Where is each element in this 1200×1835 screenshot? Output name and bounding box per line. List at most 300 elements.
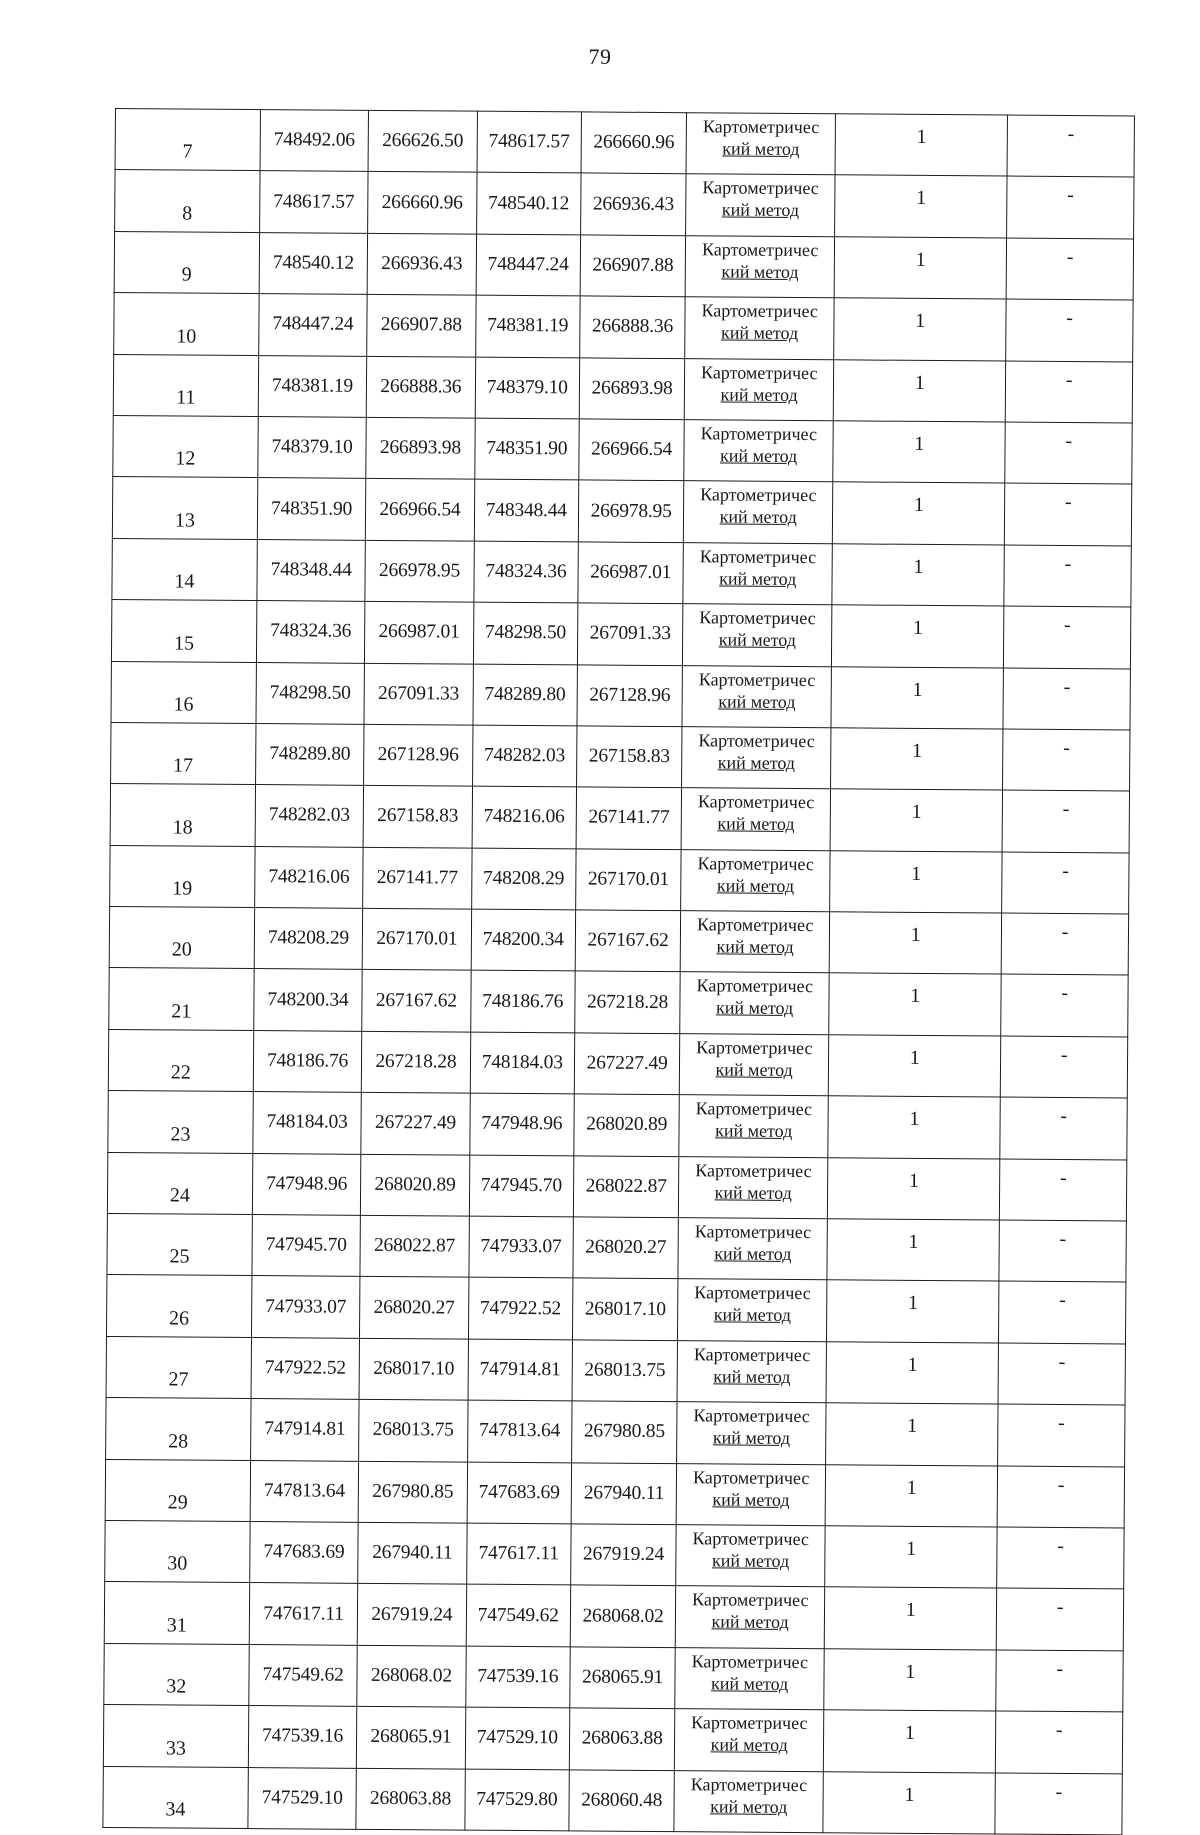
y2-cell: 266660.96	[581, 112, 687, 174]
method-line1: Картометричес	[694, 1221, 812, 1243]
x2-cell: 748298.50	[473, 602, 578, 664]
y1-cell: 266936.43	[367, 233, 476, 295]
y2-cell: 267218.28	[575, 971, 681, 1033]
accuracy-cell: 1	[834, 298, 1007, 361]
point-number-cell: 34	[103, 1766, 248, 1828]
table-row	[113, 415, 1132, 484]
accuracy-cell: 1	[828, 1157, 1001, 1220]
y1-cell: 267980.85	[358, 1461, 467, 1523]
accuracy-cell: 1	[829, 973, 1002, 1036]
method-line2: кий метод	[718, 629, 796, 651]
accuracy-cell: 1	[832, 544, 1005, 607]
x2-cell: 748282.03	[472, 725, 577, 787]
x2-cell: 748351.90	[474, 418, 579, 480]
x1-cell: 748282.03	[255, 785, 364, 847]
point-number-cell: 26	[106, 1275, 251, 1337]
method-cell	[676, 1463, 825, 1525]
accuracy-cell: 1	[827, 1219, 1000, 1282]
point-number-cell: 9	[114, 231, 259, 293]
x1-cell: 747549.62	[249, 1644, 358, 1706]
note-cell: -	[999, 1281, 1126, 1343]
note-cell: -	[1007, 115, 1134, 177]
table-row	[109, 968, 1128, 1037]
table-row	[108, 1029, 1127, 1098]
table-row	[113, 354, 1132, 423]
accuracy-cell: 1	[830, 789, 1003, 852]
accuracy-cell: 1	[829, 912, 1002, 975]
table-row	[106, 1275, 1125, 1344]
x1-cell: 747948.96	[252, 1153, 361, 1215]
method-cell	[680, 911, 829, 973]
accuracy-cell: 1	[835, 175, 1008, 238]
point-number-cell: 25	[107, 1214, 252, 1276]
method-cell	[681, 849, 830, 911]
y1-cell: 266626.50	[368, 110, 477, 172]
method-line2: кий метод	[719, 506, 797, 528]
y1-cell: 266987.01	[365, 601, 474, 663]
y1-cell: 266966.54	[366, 479, 475, 541]
table-row	[104, 1643, 1123, 1712]
method-cell	[678, 1279, 827, 1341]
method-cell	[686, 113, 835, 175]
y2-cell: 266936.43	[581, 173, 687, 235]
note-cell: -	[1001, 974, 1128, 1036]
note-cell: -	[1003, 729, 1130, 791]
table-row	[111, 722, 1130, 791]
method-cell	[680, 1034, 829, 1096]
y2-cell: 266978.95	[578, 480, 684, 542]
note-cell: -	[996, 1711, 1123, 1773]
table-row	[107, 1152, 1126, 1221]
note-cell: -	[1002, 913, 1129, 975]
method-cell	[684, 481, 833, 543]
point-number-cell: 32	[104, 1643, 249, 1705]
method-line2: кий метод	[711, 1673, 789, 1694]
method-line1: Картометричес	[701, 361, 818, 383]
method-line2: кий метод	[715, 1059, 793, 1080]
y2-cell: 266893.98	[579, 357, 685, 419]
note-cell: -	[995, 1773, 1122, 1835]
point-number-cell: 21	[109, 968, 254, 1030]
point-number-cell: 29	[105, 1459, 250, 1521]
point-number-cell: 7	[115, 109, 260, 171]
y2-cell: 268065.91	[570, 1647, 676, 1709]
x2-cell: 747539.16	[465, 1646, 570, 1708]
y2-cell: 268020.89	[574, 1094, 680, 1156]
x1-cell: 748298.50	[256, 662, 365, 724]
method-line2: кий метод	[711, 1550, 790, 1571]
accuracy-cell: 1	[832, 605, 1005, 668]
y2-cell: 267980.85	[572, 1401, 678, 1463]
point-number-cell: 15	[111, 600, 256, 662]
accuracy-cell: 1	[831, 666, 1004, 729]
point-number-cell: 20	[109, 907, 254, 969]
method-cell	[684, 420, 833, 482]
x1-cell: 748289.80	[255, 723, 364, 785]
table-row	[107, 1214, 1126, 1283]
x2-cell: 748216.06	[472, 786, 577, 848]
table-row	[111, 661, 1130, 730]
accuracy-cell: 1	[826, 1403, 999, 1466]
point-number-cell: 8	[115, 170, 260, 232]
y1-cell: 268020.89	[361, 1154, 470, 1216]
method-cell	[679, 1156, 828, 1218]
accuracy-cell: 1	[826, 1342, 999, 1405]
x2-cell: 747933.07	[469, 1216, 574, 1278]
method-cell	[677, 1402, 826, 1464]
method-line1: Картометричес	[696, 914, 814, 936]
method-line2: кий метод	[715, 1120, 793, 1142]
y1-cell: 267141.77	[363, 847, 472, 909]
method-line1: Картометричес	[693, 1344, 811, 1365]
point-number-cell: 22	[108, 1029, 253, 1091]
method-line1: Картометричес	[694, 1282, 811, 1304]
note-cell: -	[999, 1220, 1126, 1282]
method-cell	[676, 1525, 825, 1587]
method-line2: кий метод	[721, 261, 799, 282]
x2-cell: 748381.19	[475, 295, 580, 357]
x2-cell: 748186.76	[470, 971, 575, 1033]
y1-cell: 267940.11	[358, 1522, 467, 1584]
method-line2: кий метод	[720, 322, 799, 344]
y2-cell: 268022.87	[573, 1156, 679, 1218]
x2-cell: 747922.52	[468, 1278, 573, 1340]
point-number-cell: 13	[112, 477, 257, 539]
method-cell	[675, 1647, 824, 1709]
y2-cell: 266888.36	[580, 296, 686, 358]
x1-cell: 748184.03	[253, 1092, 362, 1154]
x2-cell: 748324.36	[473, 541, 578, 603]
method-line2: кий метод	[714, 1182, 792, 1203]
note-cell: -	[998, 1404, 1125, 1466]
accuracy-cell: 1	[827, 1280, 1000, 1343]
x2-cell: 748184.03	[470, 1032, 575, 1094]
x1-cell: 747933.07	[251, 1276, 360, 1338]
method-line1: Картометричес	[692, 1528, 810, 1550]
y2-cell: 267227.49	[574, 1033, 680, 1095]
y1-cell: 267227.49	[361, 1093, 470, 1155]
method-line1: Картометричес	[696, 975, 814, 997]
note-cell: -	[1005, 422, 1132, 484]
x2-cell: 748200.34	[471, 909, 576, 971]
point-number-cell: 28	[106, 1398, 251, 1460]
method-line1: Картометричес	[697, 791, 815, 813]
y2-cell: 268020.27	[573, 1217, 679, 1279]
method-cell	[675, 1586, 824, 1648]
x2-cell: 748208.29	[471, 848, 576, 910]
y1-cell: 267167.62	[362, 970, 471, 1032]
y2-cell: 268017.10	[572, 1278, 678, 1340]
method-line1: Картометричес	[691, 1712, 808, 1734]
method-line1: Картометричес	[701, 300, 819, 322]
x2-cell: 747914.81	[468, 1339, 573, 1401]
page-number: 79	[588, 44, 612, 69]
x1-cell: 748617.57	[259, 171, 368, 233]
x2-cell: 747683.69	[467, 1462, 572, 1524]
method-line1: Картометричес	[692, 1589, 809, 1611]
point-number-cell: 17	[111, 722, 256, 784]
method-line2: кий метод	[711, 1611, 789, 1633]
x2-cell: 747948.96	[469, 1093, 574, 1155]
accuracy-cell: 1	[823, 1710, 996, 1773]
table-row	[103, 1766, 1122, 1835]
accuracy-cell: 1	[828, 1096, 1001, 1159]
method-cell	[680, 972, 829, 1034]
method-line2: кий метод	[714, 1243, 792, 1265]
point-number-cell: 24	[107, 1152, 252, 1214]
y2-cell: 267158.83	[576, 726, 682, 788]
point-number-cell: 16	[111, 661, 256, 723]
method-cell	[674, 1770, 823, 1832]
y2-cell: 266907.88	[580, 235, 686, 297]
x1-cell: 747945.70	[252, 1215, 361, 1277]
method-cell	[685, 235, 834, 297]
y1-cell: 266907.88	[367, 295, 476, 357]
method-line1: Картометричес	[693, 1405, 810, 1427]
point-number-cell: 31	[104, 1582, 249, 1644]
x1-cell: 748200.34	[254, 969, 363, 1031]
note-cell: -	[1000, 1097, 1127, 1159]
accuracy-cell: 1	[834, 237, 1007, 300]
x1-cell: 748540.12	[259, 232, 368, 294]
method-cell	[678, 1218, 827, 1280]
table-row	[111, 600, 1130, 669]
method-line1: Картометричес	[702, 177, 819, 199]
note-cell: -	[1006, 299, 1133, 361]
method-cell	[685, 297, 834, 359]
x2-cell: 747549.62	[466, 1584, 571, 1646]
table-row	[110, 784, 1129, 853]
x1-cell: 748324.36	[256, 601, 365, 663]
method-line2: кий метод	[718, 690, 796, 712]
method-line1: Картометричес	[691, 1651, 809, 1672]
x1-cell: 748351.90	[257, 478, 366, 540]
x1-cell: 747539.16	[248, 1706, 357, 1768]
note-cell: -	[1001, 1036, 1128, 1098]
x2-cell: 747945.70	[469, 1155, 574, 1217]
x1-cell: 747922.52	[251, 1337, 360, 1399]
note-cell: -	[1006, 361, 1133, 423]
y2-cell: 266987.01	[578, 542, 684, 604]
table-row	[112, 538, 1131, 607]
table-row	[105, 1520, 1124, 1589]
x2-cell: 748447.24	[476, 234, 581, 296]
accuracy-cell: 1	[833, 359, 1006, 422]
x1-cell: 747617.11	[249, 1583, 358, 1645]
method-line2: кий метод	[715, 997, 794, 1019]
method-line1: Картометричес	[696, 1037, 813, 1058]
point-number-cell: 19	[110, 845, 255, 907]
y2-cell: 268060.48	[569, 1769, 675, 1831]
note-cell: -	[1000, 1159, 1127, 1221]
method-line1: Картометричес	[700, 484, 817, 506]
table-row	[108, 1091, 1127, 1160]
method-line2: кий метод	[712, 1489, 790, 1510]
table-row	[109, 907, 1128, 976]
point-number-cell: 11	[113, 354, 258, 416]
table-row	[115, 170, 1134, 239]
accuracy-cell: 1	[824, 1587, 997, 1650]
point-number-cell: 30	[105, 1520, 250, 1582]
x1-cell: 748381.19	[258, 355, 367, 417]
y2-cell: 268013.75	[572, 1340, 678, 1402]
method-cell	[682, 727, 831, 789]
y2-cell: 267128.96	[577, 664, 683, 726]
y1-cell: 268013.75	[359, 1400, 468, 1462]
table-row	[114, 231, 1133, 300]
note-cell: -	[1002, 790, 1129, 852]
method-line1: Картометричес	[698, 668, 816, 690]
method-line2: кий метод	[717, 813, 795, 835]
point-number-cell: 33	[103, 1705, 248, 1767]
method-line2: кий метод	[716, 875, 795, 896]
y1-cell: 268017.10	[359, 1338, 468, 1400]
x2-cell: 747529.10	[465, 1707, 570, 1769]
x1-cell: 748492.06	[260, 110, 369, 172]
method-line1: Картометричес	[697, 852, 814, 874]
x1-cell: 747683.69	[250, 1522, 359, 1584]
y1-cell: 267158.83	[363, 786, 472, 848]
method-cell	[683, 542, 832, 604]
method-line1: Картометричес	[690, 1773, 808, 1795]
method-line1: Картометричес	[699, 607, 816, 629]
method-line2: кий метод	[721, 199, 800, 221]
x1-cell: 748447.24	[259, 294, 368, 356]
point-number-cell: 23	[108, 1091, 253, 1153]
x2-cell: 747813.64	[467, 1400, 572, 1462]
accuracy-cell: 1	[824, 1649, 997, 1712]
note-cell: -	[1005, 483, 1132, 545]
method-line1: Картометричес	[695, 1098, 813, 1120]
accuracy-cell: 1	[825, 1464, 998, 1527]
y1-cell: 266888.36	[366, 356, 475, 418]
table-row	[115, 109, 1134, 178]
coordinates-table-body	[103, 109, 1135, 1835]
method-line2: кий метод	[719, 568, 797, 589]
note-cell: -	[997, 1527, 1124, 1589]
x2-cell: 747529.80	[464, 1769, 569, 1831]
point-number-cell: 14	[112, 538, 257, 600]
method-line1: Картометричес	[695, 1159, 812, 1181]
method-line1: Картометричес	[699, 546, 817, 567]
y1-cell: 268063.88	[356, 1768, 465, 1830]
note-cell: -	[996, 1650, 1123, 1712]
method-line2: кий метод	[710, 1734, 788, 1756]
method-line2: кий метод	[713, 1366, 791, 1387]
y1-cell: 268065.91	[357, 1706, 466, 1768]
point-number-cell: 12	[113, 415, 258, 477]
coordinates-table	[102, 108, 1135, 1835]
table-row	[112, 477, 1131, 546]
x1-cell: 747914.81	[250, 1399, 359, 1461]
y1-cell: 266978.95	[365, 540, 474, 602]
x1-cell: 748216.06	[254, 846, 363, 908]
y2-cell: 267940.11	[571, 1462, 677, 1524]
y2-cell: 267170.01	[576, 849, 682, 911]
method-line2: кий метод	[720, 384, 798, 405]
accuracy-cell: 1	[835, 114, 1008, 177]
table-row	[105, 1459, 1124, 1528]
y2-cell: 267167.62	[575, 910, 681, 972]
method-line2: кий метод	[716, 936, 794, 958]
x1-cell: 748186.76	[253, 1030, 362, 1092]
method-line1: Картометричес	[692, 1466, 810, 1488]
x2-cell: 748348.44	[474, 479, 579, 541]
accuracy-cell: 1	[823, 1771, 996, 1834]
table-row	[114, 293, 1133, 362]
method-cell	[683, 604, 832, 666]
table-row	[104, 1582, 1123, 1651]
method-line2: кий метод	[712, 1427, 791, 1449]
y1-cell: 267128.96	[364, 724, 473, 786]
point-number-cell: 27	[106, 1336, 251, 1398]
method-line1: Картометричес	[700, 423, 818, 445]
table-row	[103, 1705, 1122, 1774]
y2-cell: 268063.88	[569, 1708, 675, 1770]
method-line2: кий метод	[713, 1304, 792, 1326]
x1-cell: 748208.29	[254, 908, 363, 970]
x1-cell: 748348.44	[257, 539, 366, 601]
y1-cell: 266893.98	[366, 417, 475, 479]
y1-cell: 268020.27	[360, 1277, 469, 1339]
note-cell: -	[998, 1343, 1125, 1405]
note-cell: -	[1003, 668, 1130, 730]
method-line2: кий метод	[710, 1795, 788, 1817]
x1-cell: 748379.10	[258, 417, 367, 479]
table-row	[110, 845, 1129, 914]
accuracy-cell: 1	[833, 421, 1006, 484]
y1-cell: 268022.87	[360, 1215, 469, 1277]
accuracy-cell: 1	[830, 850, 1003, 913]
method-cell	[686, 174, 835, 236]
note-cell: -	[997, 1588, 1124, 1650]
y1-cell: 267170.01	[362, 908, 471, 970]
table-row	[106, 1398, 1125, 1467]
method-line2: кий метод	[720, 445, 798, 466]
accuracy-cell: 1	[831, 728, 1004, 791]
method-cell	[675, 1709, 824, 1771]
method-line2: кий метод	[717, 752, 796, 773]
x2-cell: 747617.11	[466, 1523, 571, 1585]
x2-cell: 748379.10	[475, 357, 580, 419]
y1-cell: 268068.02	[357, 1645, 466, 1707]
x2-cell: 748540.12	[476, 173, 581, 235]
method-cell	[681, 788, 830, 850]
y1-cell: 267218.28	[362, 1031, 471, 1093]
note-cell: -	[1004, 606, 1131, 668]
y2-cell: 267919.24	[571, 1524, 677, 1586]
x1-cell: 747529.10	[248, 1767, 357, 1829]
y1-cell: 267091.33	[364, 663, 473, 725]
note-cell: -	[1006, 238, 1133, 300]
point-number-cell: 10	[114, 293, 259, 355]
y2-cell: 267091.33	[577, 603, 683, 665]
accuracy-cell: 1	[828, 1035, 1001, 1098]
method-cell	[679, 1095, 828, 1157]
note-cell: -	[997, 1466, 1124, 1528]
x1-cell: 747813.64	[250, 1460, 359, 1522]
note-cell: -	[1004, 545, 1131, 607]
method-line2: кий метод	[722, 138, 800, 160]
method-line1: Картометричес	[698, 730, 815, 752]
point-number-cell: 18	[110, 784, 255, 846]
method-line1: Картометричес	[701, 239, 819, 260]
method-cell	[682, 665, 831, 727]
note-cell: -	[1007, 176, 1134, 238]
x2-cell: 748289.80	[473, 664, 578, 726]
x2-cell: 748617.57	[477, 111, 582, 173]
note-cell: -	[1002, 852, 1129, 914]
